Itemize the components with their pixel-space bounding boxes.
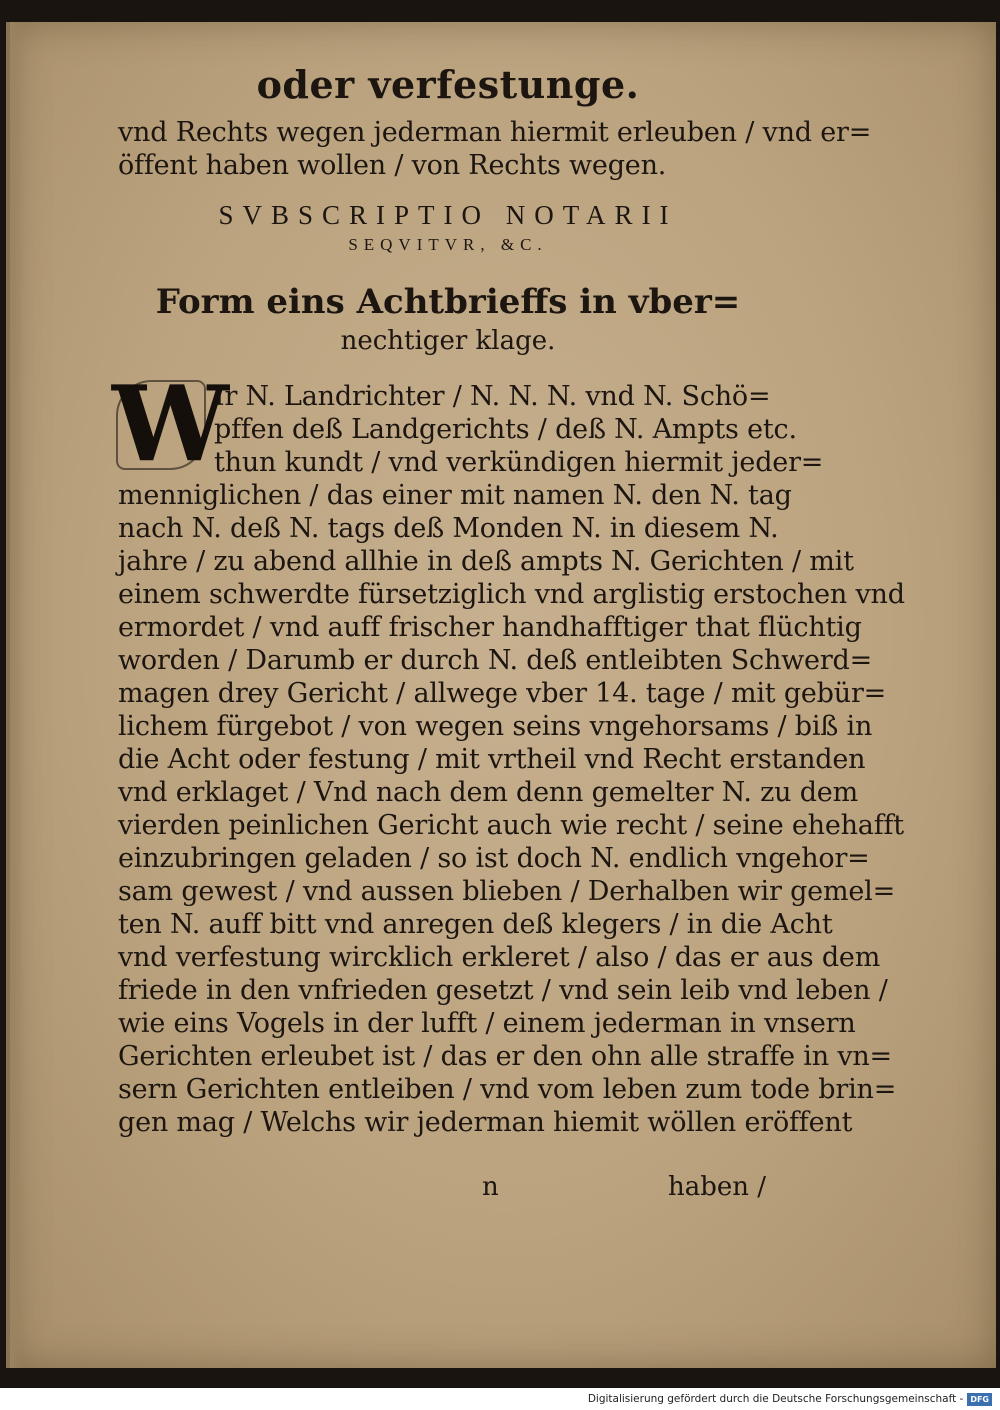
text-line: thun kundt / vnd verkündigen hiermit jeder= <box>214 447 824 478</box>
text-line: nach N. deß N. tags deß Monden N. in diesem N. <box>118 513 779 544</box>
text-line: einem schwerdte fürsetziglich vnd arglistig erstochen vnd <box>118 579 905 610</box>
text-line: vnd Rechts wegen jederman hiermit erleuben / vnd er= <box>118 117 872 148</box>
form-title <box>118 280 778 358</box>
text-line: Ir N. Landrichter / N. N. N. vnd N. Schö= <box>214 381 771 412</box>
page-text <box>112 58 905 1139</box>
text-line: magen drey Gericht / allwege vber 14. tage / mit gebür= <box>118 678 887 709</box>
text-line: friede in den vnfrieden gesetzt / vnd sein leib vnd leben / <box>118 975 888 1006</box>
subscriptio-heading <box>118 198 778 258</box>
page-footer <box>118 1172 778 1202</box>
text-line: pffen deß Landgerichts / deß N. Ampts etc. <box>214 414 797 445</box>
text-line: worden / Darumb er durch N. deß entleibten Schwerd= <box>118 645 873 676</box>
catchword: haben / <box>667 1172 766 1202</box>
text-line: einzubringen geladen / so ist doch N. endlich vngehor= <box>118 843 870 874</box>
body-paragraph <box>112 362 905 1139</box>
text-line: jahre / zu abend allhie in deß ampts N. Gerichten / mit <box>118 546 854 577</box>
text-line: vierden peinlichen Gericht auch wie recht / seine ehehafft <box>118 810 904 841</box>
text-line: öffent haben wollen / von Rechts wegen. <box>118 150 667 181</box>
digitization-credit <box>588 1392 992 1406</box>
text-line: sam gewest / vnd aussen blieben / Derhalben wir gemel= <box>118 876 895 907</box>
intro-paragraph <box>118 116 872 182</box>
text-line: ten N. auff bitt vnd anregen deß klegers / in die Acht <box>118 909 833 940</box>
form-title-line2: nechtiger klage. <box>340 326 556 356</box>
subscriptio-line2: SEQVITVR, &C. <box>348 235 548 254</box>
text-line: die Acht oder festung / mit vrtheil vnd Recht erstanden <box>118 744 866 775</box>
text-line: lichem fürgebot / von wegen seins vngehorsams / biß in <box>118 711 873 742</box>
text-line: gen mag / Welchs wir jederman hiemit wöllen eröffent <box>118 1107 853 1138</box>
text-line: vnd erklaget / Vnd nach dem denn gemelter N. zu dem <box>118 777 858 808</box>
dfg-logo-icon: DFG <box>967 1393 992 1406</box>
text-line: ermordet / vnd auff frischer handhafftiger that flüchtig <box>118 612 862 643</box>
credit-text: Digitalisierung gefördert durch die Deutsche Forschungsgemeinschaft - <box>587 1393 964 1405</box>
text-line: Gerichten erleubet ist / das er den ohn alle straffe in vn= <box>118 1041 892 1072</box>
subscriptio-line1: SVBSCRIPTIO NOTARII <box>218 200 678 230</box>
text-line: menniglichen / das einer mit namen N. den N. tag <box>118 480 792 511</box>
decorated-initial: W <box>112 362 229 485</box>
form-title-line1: Form eins Achtbrieffs in vber= <box>155 282 741 322</box>
text-line: sern Gerichten entleiben / vnd vom leben zum tode brin= <box>118 1074 897 1105</box>
text-line: wie eins Vogels in der lufft / einem jederman in vnsern <box>118 1008 856 1039</box>
text-line: vnd verfestung wircklich erkleret / also / das er aus dem <box>118 942 881 973</box>
running-head: oder verfestunge. <box>256 62 640 107</box>
signature-mark: n <box>482 1172 499 1202</box>
page-binding-edge <box>10 22 24 1368</box>
